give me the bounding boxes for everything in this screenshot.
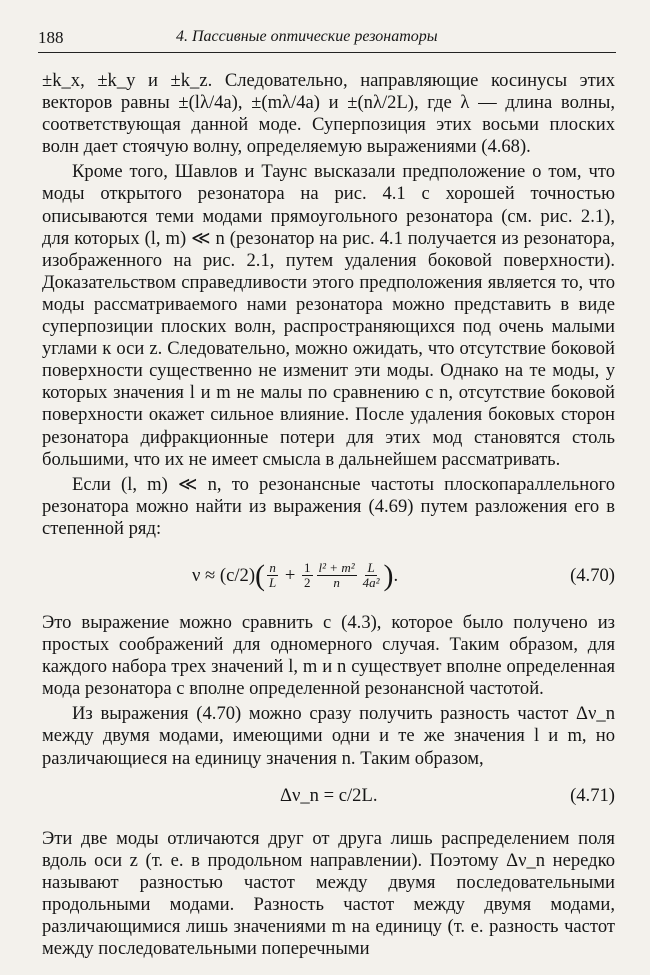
paragraph-2: Кроме того, Шавлов и Таунс высказали предположение о том, что моды открытого резонатора на рис. 4.1 с хорошей точностью описываются теми модами прямоугольного резонатора (см. рис. 2.1), для которых (l, m) ≪ n (резонатор на рис. 4.1 получается из резонатора, изображенного на рис. 2.1, путем удаления боковой поверхности). Доказательством справедливости этого предположения является то, что моды рассматриваемого нами резонатора можно представить в виде суперпозиции плоских волн, распространяющихся под очень малыми углами к оси z. Следовательно, можно ожидать, что отсутствие боковой поверхности существенно не изменит эти моды. Однако на те моды, у которых значения l и m не малы по сравнению с n, отсутствие боковой поверхности окажет сильное влияние. После удаления боковых сторон резонатора дифракционные потери для этих мод становятся столь большими, что их не имеет смысла в дальнейшем рассматривать. (42, 161, 615, 470)
paragraph-5: Из выражения (4.70) можно сразу получить разность частот Δν_n между двумя модами, имеющими одни и те же значения l и m, но различающиеся на единицу значения n. Таким образом, (42, 703, 615, 769)
frac-den: L (269, 575, 277, 591)
paragraph-4: Это выражение можно сравнить с (4.3), которое было получено из простых соображений для одномерного случая. Таким образом, для каждого набора трех значений l, m и n существует вполне определенная мода резонатора с вполне определенной резонансной частотой. (42, 611, 615, 700)
frac-den: 2 (304, 575, 311, 591)
equation-4-71-expression: Δν_n = c/2L. (280, 784, 378, 806)
paragraph-6: Эти две моды отличаются друг от друга лишь распределением поля вдоль оси z (т. е. в продольном направлении). Поэтому Δν_n нередко называют разностью частот между двумя последовательными продольными модами. Разность частот между двумя модами, различающимися лишь значениями m на единицу (т. е. разность частот между последовательными поперечными (42, 827, 615, 960)
header-rule (38, 52, 616, 53)
page-number: 188 (38, 28, 64, 47)
equation-4-70-expression (192, 550, 398, 602)
paragraph-1: ±k_x, ±k_y и ±k_z. Следовательно, направляющие косинусы этих векторов равны ±(lλ/4a), ±(mλ/4a) и ±(nλ/2L), где λ — длина волны, соответствующая данной моде. Суперпозиция этих восьми плоских волн дает стоячую волну, определяемую выражениями (4.68). (42, 70, 615, 158)
equation-4-71 (42, 774, 615, 818)
open-paren: ( (255, 558, 266, 592)
fraction-one-half (302, 561, 313, 590)
frac-num: l² + m² (318, 560, 355, 576)
fraction-L-over-4a2 (361, 561, 382, 590)
frac-num: L (367, 560, 375, 576)
equation-4-70 (42, 550, 615, 602)
close-paren: ) (383, 558, 394, 592)
frac-num: n (269, 560, 276, 576)
page-body (42, 70, 615, 960)
equation-number-4-70: (4.70) (570, 564, 615, 586)
fraction-n-over-L (267, 561, 278, 590)
equation-number-4-71: (4.71) (570, 784, 615, 806)
eq-lhs: ν ≈ (c/2) (192, 564, 256, 586)
page-header (38, 24, 616, 50)
period: . (393, 564, 399, 586)
frac-num: 1 (304, 560, 311, 576)
plus-sign: + (280, 564, 301, 586)
paragraph-3: Если (l, m) ≪ n, то резонансные частоты плоскопараллельного резонатора можно найти из выражения (4.69) путем разложения его в степенной ряд: (42, 473, 615, 539)
fraction-l2-m2-over-n (317, 561, 357, 590)
frac-den: 4a² (362, 575, 380, 591)
running-title: 4. Пассивные оптические резонаторы (176, 28, 438, 45)
frac-den: n (333, 575, 340, 591)
